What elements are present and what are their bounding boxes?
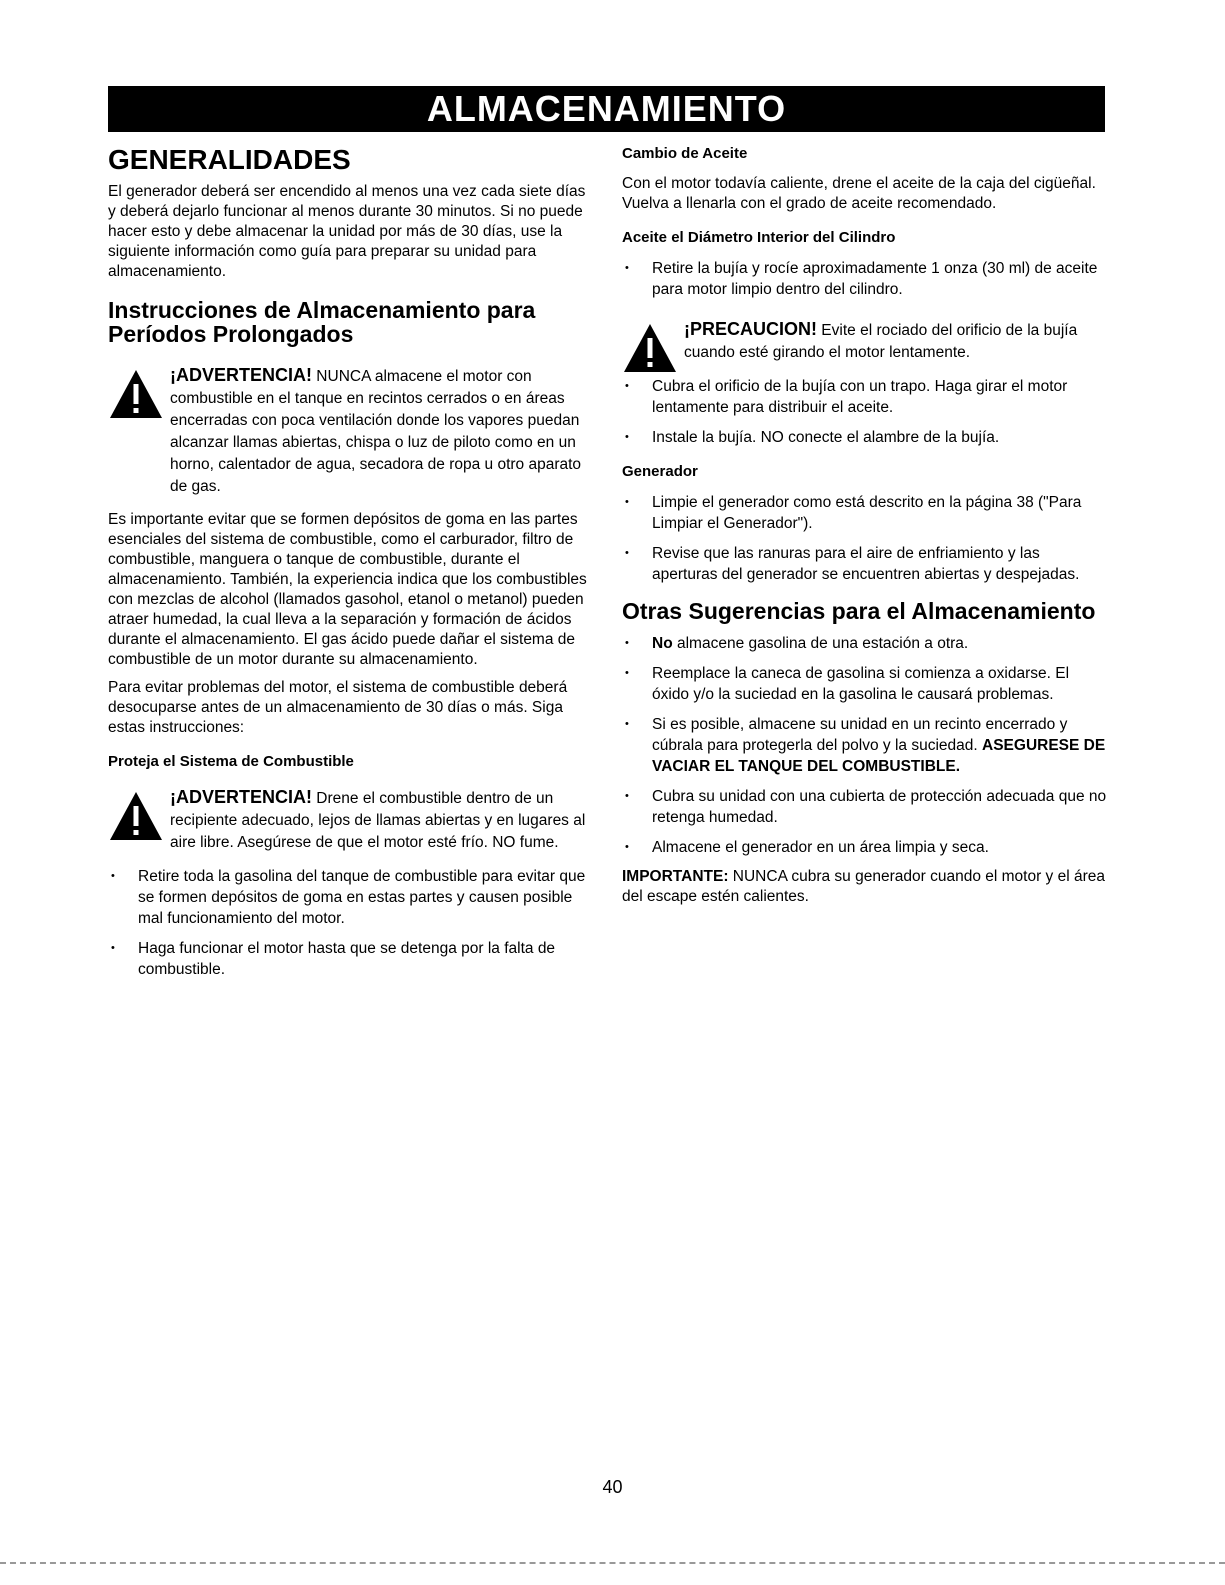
list-item: • Si es posible, almacene su unidad en un recinto encerrado y cúbrala para protegerla del polvo y la suciedad. ASEGURESE DE VACIAR EL TANQUE DEL COMBUSTIBLE. — [622, 714, 1107, 777]
cylinder-bullet-list — [622, 258, 1107, 300]
subheading-generator: Generador — [622, 463, 698, 480]
left-column — [108, 142, 592, 989]
warning-triangle-icon — [108, 790, 164, 842]
section-title-other-tips: Otras Sugerencias para el Almacenamiento — [622, 598, 1096, 624]
list-item: • Revise que las ranuras para el aire de enfriamiento y las aperturas del generador se encuentren abiertas y despejadas. — [622, 543, 1107, 585]
list-item: • Limpie el generador como está descrito en la página 38 ("Para Limpiar el Generador"). — [622, 492, 1107, 534]
generator-bullet-list — [622, 492, 1107, 585]
caution-text: ¡PRECAUCION! Evite el rociado del orificio de la bujía cuando esté girando el motor lentamente. — [684, 319, 1078, 361]
list-item: • Cubra su unidad con una cubierta de protección adecuada que no retenga humedad. — [622, 786, 1107, 828]
section-title-long-storage: Instrucciones de Almacenamiento para Períodos Prolongados — [108, 297, 536, 347]
gum-deposits-paragraph: Es importante evitar que se formen depósitos de goma en las partes esenciales del sistema de combustible, como el carburador, filtro de combustible, manguera o tanque de combustible, durante el almacenamiento. También, la experiencia indica que los combustibles con mezclas de alcohol (llamados gasohol, etanol o metanol) pueden atraer humedad, la cual lleva a la separación y formación de ácidos durante el almacenamiento. El gas ácido puede dañar el sistema de combustible de un motor durante su almacenamiento. — [108, 511, 587, 668]
section-heading-generalidades: GENERALIDADES — [108, 144, 351, 175]
list-item: • Reemplace la caneca de gasolina si comienza a oxidarse. El óxido y/o la suciedad en la gasolina le causará problemas. — [622, 663, 1107, 705]
fuel-bullet-list — [108, 866, 592, 980]
list-item: • Cubra el orificio de la bujía con un trapo. Haga girar el motor lentamente para distribuir el aceite. — [622, 376, 1107, 418]
warning-triangle-icon — [622, 322, 678, 374]
footer-divider — [0, 1562, 1225, 1564]
page-number: 40 — [602, 1477, 623, 1497]
warning-block-drain — [108, 786, 592, 854]
subheading-cylinder: Aceite el Diámetro Interior del Cilindro — [622, 229, 896, 246]
intro-paragraph: El generador deberá ser encendido al menos una vez cada siete días y deberá dejarlo funcionar al menos durante 30 minutos. Si no puede hacer esto y debe almacenar la unidad por más de 30 días, use la siguiente información como guía para preparar su unidad para almacenamiento. — [108, 183, 586, 280]
warning-text: ¡ADVERTENCIA! NUNCA almacene el motor con combustible en el tanque en recintos cerrados o en áreas encerradas con poca ventilación donde los vapores puedan alcanzar llamas abiertas, chispa o luz de piloto como en un horno, calentador de agua, secadora de ropa u otro aparato de gas. — [170, 365, 582, 495]
subheading-oil-change: Cambio de Aceite — [622, 145, 748, 162]
drain-fuel-paragraph: Para evitar problemas del motor, el sistema de combustible deberá desocuparse antes de un almacenamiento de 30 días o más. Siga estas instrucciones: — [108, 679, 568, 736]
list-item: • Retire la bujía y rocíe aproximadamente 1 onza (30 ml) de aceite para motor limpio dentro del cilindro. — [622, 258, 1107, 300]
warning-text: ¡ADVERTENCIA! Drene el combustible dentro de un recipiente adecuado, lejos de llamas abiertas y en lugares al aire libre. Asegúrese de que el motor esté frío. NO fume. — [170, 787, 586, 851]
list-item: • Haga funcionar el motor hasta que se detenga por la falta de combustible. — [108, 938, 592, 980]
warning-block-storage — [108, 364, 592, 498]
page-banner: ALMACENAMIENTO — [108, 86, 1105, 132]
tips-bullet-list — [622, 633, 1107, 858]
oil-change-paragraph: Con el motor todavía caliente, drene el aceite de la caja del cigüeñal. Vuelva a llenarla con el grado de aceite recomendado. — [622, 175, 1096, 212]
list-item: • Retire toda la gasolina del tanque de combustible para evitar que se formen depósitos de goma en estas partes y causen posible mal funcionamiento del motor. — [108, 866, 592, 929]
caution-block — [622, 318, 1107, 364]
cylinder-bullet-list-2 — [622, 376, 1107, 448]
right-column — [622, 142, 1107, 915]
important-note: IMPORTANTE: NUNCA cubra su generador cuando el motor y el área del escape estén calientes. — [622, 868, 1105, 905]
list-item: • Instale la bujía. NO conecte el alambre de la bujía. — [622, 427, 1107, 448]
list-item: • Almacene el generador en un área limpia y seca. — [622, 837, 1107, 858]
list-item: • No almacene gasolina de una estación a otra. — [622, 633, 1107, 654]
warning-triangle-icon — [108, 368, 164, 420]
subheading-protect-fuel: Proteja el Sistema de Combustible — [108, 753, 354, 770]
